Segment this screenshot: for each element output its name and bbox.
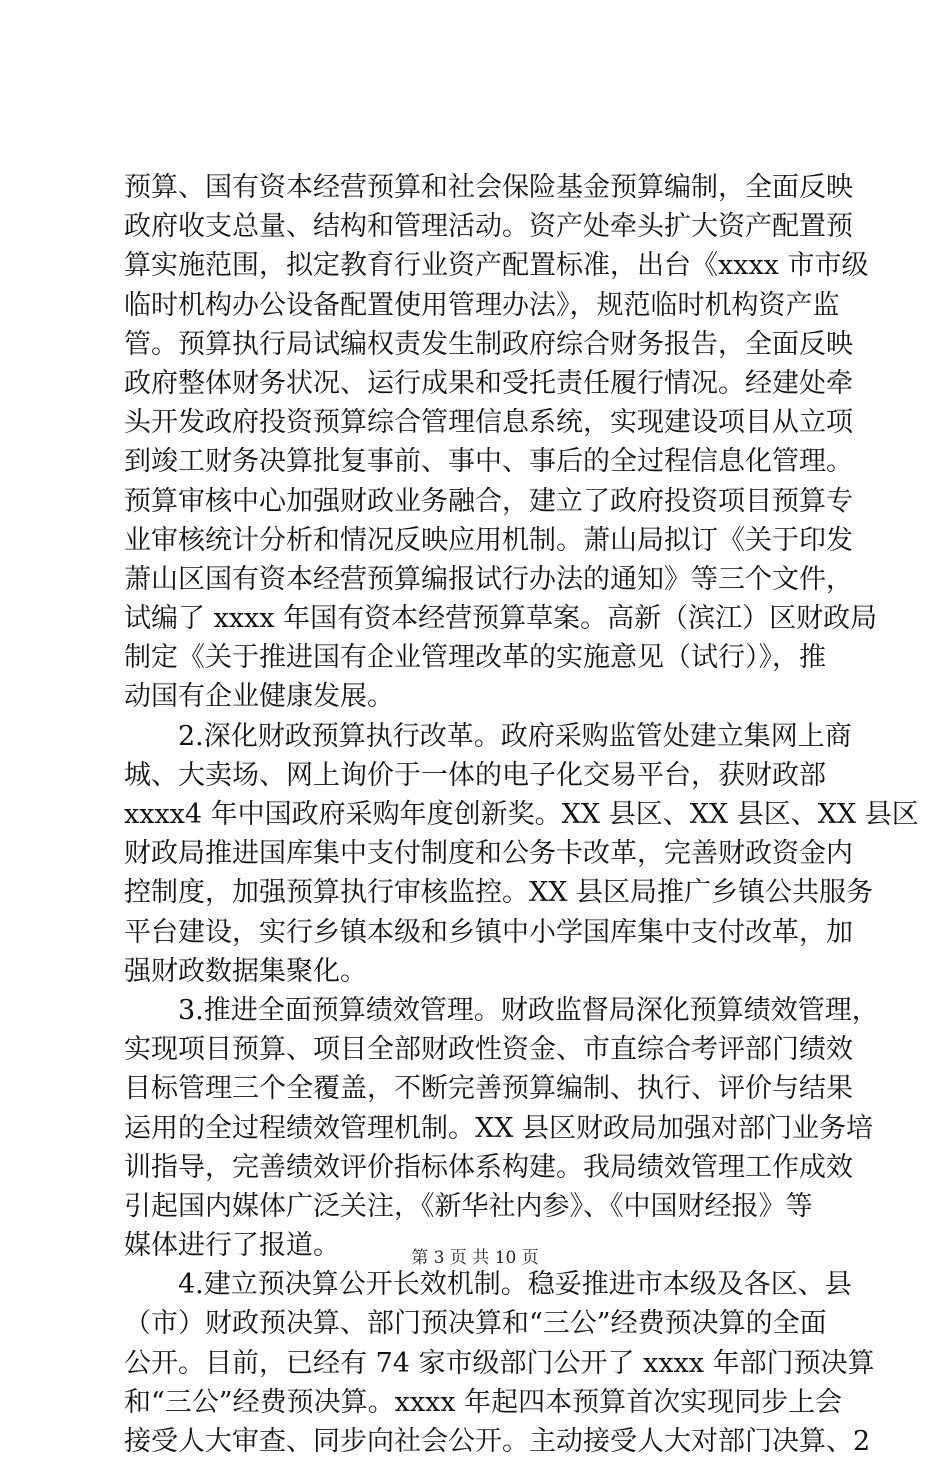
text-line: 4.建立预决算公开长效机制。稳妥推进市本级及各区、县	[178, 1269, 852, 1301]
text-line: 3.推进全面预算绩效管理。财政监督局深化预算绩效管理，	[178, 994, 879, 1026]
text-line: xxxx4 年中国政府采购年度创新奖。XX 县区、XX 县区、XX 县区	[124, 799, 919, 830]
text-line: 到竣工财务决算批复事前、事中、事后的全过程信息化管理。	[124, 446, 853, 478]
text-line: 财政局推进国库集中支付制度和公务卡改革，完善财政资金内	[124, 838, 853, 870]
paragraph-4-start	[124, 1265, 852, 1304]
text-line: 管。预算执行局试编权责发生制政府综合财务报告，全面反映	[124, 328, 853, 360]
text-line: 城、大卖场、网上询价于一体的电子化交易平台，获财政部	[124, 759, 826, 791]
text-line: 接受人大审查、同步向社会公开。主动接受人大对部门决算、2	[124, 1426, 871, 1457]
text-line: 预算、国有资本经营预算和社会保险基金预算编制，全面反映	[124, 172, 853, 203]
text-line: 平台建设，实行乡镇本级和乡镇中小学国库集中支付改革，加	[124, 916, 853, 948]
text-line: 预算审核中心加强财政业务融合，建立了政府投资项目预算专	[124, 485, 853, 517]
text-line: 政府收支总量、结构和管理活动。资产处牵头扩大资产配置预	[124, 211, 853, 243]
paragraph-2-start	[124, 717, 852, 756]
text-line: 制定《关于推进国有企业管理改革的实施意见（试行）》，推	[124, 642, 826, 674]
text-line: 头开发政府投资预算综合管理信息系统，实现建设项目从立项	[124, 407, 853, 439]
text-line: 控制度，加强预算执行审核监控。XX 县区局推广乡镇公共服务	[124, 877, 874, 909]
text-line: 政府整体财务状况、运行成果和受托责任履行情况。经建处牵	[124, 367, 853, 399]
text-line: 萧山区国有资本经营预算编报试行办法的通知》等三个文件，	[124, 563, 853, 595]
text-line: 业审核统计分析和情况反映应用机制。萧山局拟订《关于印发	[124, 524, 853, 556]
text-line: 目标管理三个全覆盖，不断完善预算编制、执行、评价与结果	[124, 1073, 853, 1105]
text-line: 算实施范围，拟定教育行业资产配置标准，出台《xxxx 市市级	[124, 250, 869, 282]
paragraph-3-start	[124, 991, 879, 1030]
text-line: 强财政数据集聚化。	[124, 955, 367, 987]
page-number-footer: 第 3 页 共 10 页	[411, 1248, 539, 1268]
text-line: 媒体进行了报道。	[124, 1230, 340, 1262]
text-line: 实现项目预算、项目全部财政性资金、市直综合考评部门绩效	[124, 1034, 853, 1066]
text-line: 引起国内媒体广泛关注，《新华社内参》、《中国财经报》等	[124, 1190, 813, 1222]
text-line: 临时机构办公设备配置使用管理办法》，规范临时机构资产监	[124, 289, 840, 321]
text-line: 2.深化财政预算执行改革。政府采购监管处建立集网上商	[178, 720, 852, 752]
text-line: 试编了 xxxx 年国有资本经营预算草案。高新（滨江）区财政局	[124, 603, 878, 635]
text-line: 动国有企业健康发展。	[124, 681, 394, 713]
text-line: 公开。目前，已经有 74 家市级部门公开了 xxxx 年部门预决算	[124, 1347, 875, 1379]
text-line: （市）财政预决算、部门预决算和“三公”经费预决算的全面	[124, 1308, 827, 1340]
text-line: 训指导，完善绩效评价指标体系构建。我局绩效管理工作成效	[124, 1151, 853, 1183]
text-line: 和“三公”经费预决算。xxxx 年起四本预算首次实现同步上会	[124, 1386, 843, 1418]
text-line: 运用的全过程绩效管理机制。XX 县区财政局加强对部门业务培	[124, 1112, 874, 1144]
